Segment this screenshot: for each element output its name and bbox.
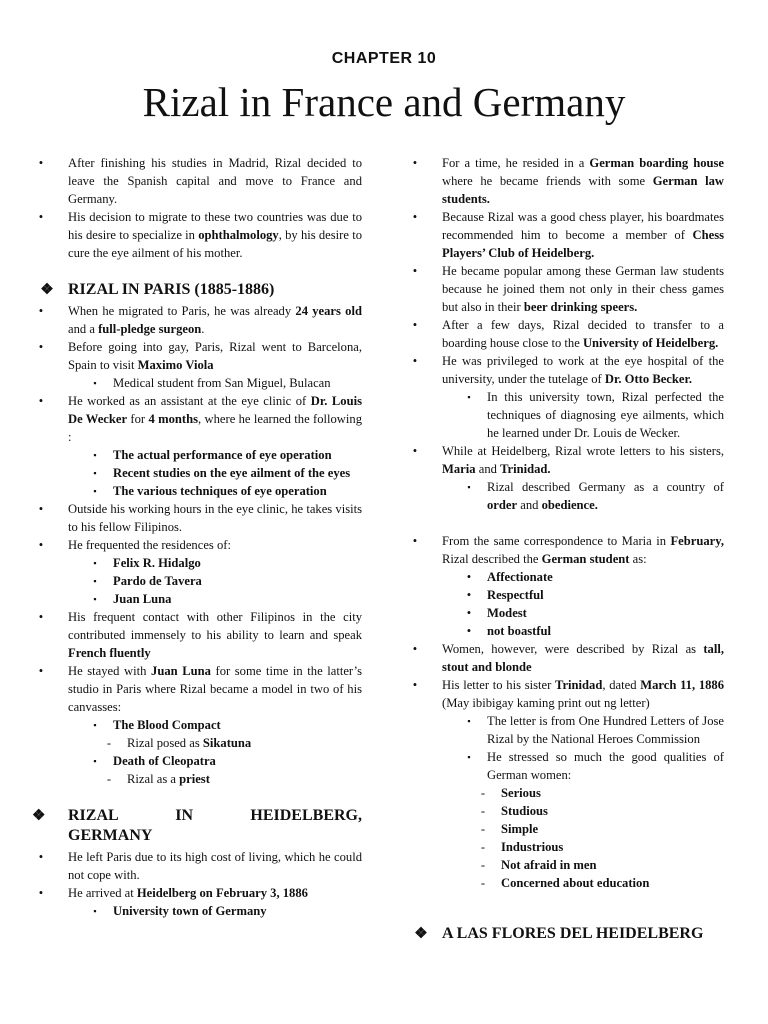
- diamond-bullet-icon: ❖: [32, 808, 46, 824]
- item-text: He became popular among these German law students because he joined them not only in their chess games but also in their: [442, 264, 724, 314]
- sub-list-item: [406, 748, 724, 784]
- bold-text: Juan Luna: [113, 592, 172, 606]
- sub-list-item: [32, 446, 362, 464]
- item-text: After a few days, Rizal decided to transfer to a boarding house close to the: [442, 318, 724, 350]
- dash-list-item: [406, 856, 724, 874]
- item-text: Rizal as a: [127, 772, 180, 786]
- bold-text: University town of Germany: [113, 904, 267, 918]
- bold-text: University of Heidelberg.: [582, 336, 719, 350]
- square-bullet-icon: ▪: [467, 752, 471, 762]
- sub-list-item: [406, 388, 724, 442]
- bold-text: 4 months: [148, 412, 199, 426]
- bold-text: Simple: [501, 822, 539, 836]
- bold-text: Sikatuna: [202, 736, 252, 750]
- item-text: His frequent contact with other Filipinos in the city contributed immensely to his ability to learn and speak: [68, 610, 362, 642]
- bold-text: German boarding house: [589, 156, 725, 170]
- dash-icon: -: [106, 772, 112, 786]
- bold-text: Heidelberg on February 3, 1886: [136, 886, 308, 900]
- bold-text: Trinidad.: [500, 462, 551, 476]
- bullet-icon: •: [412, 444, 418, 458]
- sub-list-item: [32, 374, 362, 392]
- bold-text: 24 years old: [295, 304, 362, 318]
- list-item: [32, 392, 362, 446]
- right-column: [406, 154, 724, 946]
- list-item: [32, 154, 362, 208]
- list-item: [406, 208, 724, 262]
- dash-icon: -: [480, 786, 486, 800]
- sub-list-item: [406, 712, 724, 748]
- list-item: [32, 848, 362, 884]
- sub-list-item: [32, 590, 362, 608]
- bold-text: Dr. Otto Becker.: [604, 372, 693, 386]
- section-heading-text: GERMANY: [68, 827, 153, 844]
- bold-text: Pardo de Tavera: [113, 574, 202, 588]
- dash-list-item: [32, 770, 362, 788]
- bold-text: Recent studies on the eye ailment of the eyes: [113, 466, 351, 480]
- bold-text: Death of Cleopatra: [113, 754, 216, 768]
- sub-list-item: [406, 622, 724, 640]
- list-item: [32, 338, 362, 374]
- section-heading-heidelberg: [32, 806, 362, 846]
- item-text: Rizal described the: [442, 552, 542, 566]
- bullet-icon: •: [38, 156, 44, 170]
- bullet-icon: •: [38, 502, 44, 516]
- bold-text: tall, stout and blonde: [442, 642, 724, 674]
- sub-list-item: [406, 604, 724, 622]
- sub-list-item: [32, 572, 362, 590]
- list-item: [32, 884, 362, 902]
- list-item: [406, 352, 724, 388]
- bullet-icon: •: [412, 534, 418, 548]
- item-text: as:: [629, 552, 647, 566]
- dash-icon: -: [480, 804, 486, 818]
- bold-text: Maximo Viola: [137, 358, 214, 372]
- dash-list-item: [406, 784, 724, 802]
- item-text: He left Paris due to its high cost of living, which he could not cope with.: [68, 850, 362, 882]
- bullet-icon: •: [38, 210, 44, 224]
- item-text: .: [201, 322, 205, 336]
- item-text: He was privileged to work at the eye hospital of the university, under the tutelage of: [442, 354, 724, 386]
- bold-text: Felix R. Hidalgo: [113, 556, 201, 570]
- bullet-icon: •: [466, 606, 472, 620]
- item-text: and a: [68, 322, 99, 336]
- dash-icon: -: [480, 822, 486, 836]
- square-bullet-icon: ▪: [93, 450, 97, 460]
- bold-text: Maria: [442, 462, 476, 476]
- chapter-label: CHAPTER 10: [331, 50, 437, 67]
- bold-text: March 11, 1886: [640, 678, 725, 692]
- bold-text: full-pledge surgeon: [98, 322, 202, 336]
- bullet-icon: •: [412, 678, 418, 692]
- item-text: where he became friends with some: [442, 174, 653, 188]
- sub-list-item: [406, 586, 724, 604]
- item-text: His letter to his sister: [442, 678, 555, 692]
- list-item: [406, 532, 724, 568]
- section-heading-text: RIZAL IN PARIS (1885-1886): [68, 281, 275, 298]
- sub-list-item: [406, 568, 724, 586]
- item-text: , where he learned the following :: [68, 412, 362, 444]
- dash-icon: -: [106, 736, 112, 750]
- dash-icon: -: [480, 876, 486, 890]
- list-item: [406, 316, 724, 352]
- bold-text: German student: [541, 552, 630, 566]
- dash-list-item: [406, 820, 724, 838]
- item-text: for some time in the latter’s studio in Paris where Rizal became a model in two of his canvasses:: [68, 664, 362, 714]
- bullet-icon: •: [38, 664, 44, 678]
- list-item: [406, 676, 724, 712]
- square-bullet-icon: ▪: [93, 720, 97, 730]
- list-item: [32, 302, 362, 338]
- bold-text: Studious: [501, 804, 548, 818]
- bullet-icon: •: [412, 642, 418, 656]
- bold-text: Juan Luna: [151, 664, 211, 678]
- bullet-icon: •: [38, 340, 44, 354]
- item-text: The letter is from One Hundred Letters of Jose Rizal by the National Heroes Commission: [487, 714, 724, 746]
- section-heading-flores: [406, 924, 724, 944]
- dash-list-item: [32, 734, 362, 752]
- bold-text: Serious: [501, 786, 541, 800]
- item-text: for: [127, 412, 149, 426]
- item-text: Rizal posed as: [127, 736, 203, 750]
- item-text: After finishing his studies in Madrid, Rizal decided to leave the Spanish capital and move to France and Germany.: [68, 156, 362, 206]
- bullet-icon: •: [466, 588, 472, 602]
- sub-list-item: [406, 478, 724, 514]
- list-item: [406, 262, 724, 316]
- sub-list-item: [32, 464, 362, 482]
- list-item: [32, 208, 362, 262]
- item-text: He worked as an assistant at the eye clinic of: [68, 394, 311, 408]
- square-bullet-icon: ▪: [93, 576, 97, 586]
- bold-text: Respectful: [487, 588, 544, 602]
- sub-list-item: [32, 716, 362, 734]
- sub-list-item: [32, 902, 362, 920]
- item-text: , by his desire to cure the eye ailment of his mother.: [68, 228, 362, 260]
- square-bullet-icon: ▪: [93, 486, 97, 496]
- bold-text: German law students.: [442, 174, 724, 206]
- page-title: Rizal in France and Germany: [142, 79, 626, 125]
- item-text: , dated: [602, 678, 641, 692]
- bold-text: beer drinking speers.: [523, 300, 638, 314]
- bullet-icon: •: [412, 210, 418, 224]
- bold-text: priest: [179, 772, 210, 786]
- square-bullet-icon: ▪: [467, 716, 471, 726]
- list-item: [406, 154, 724, 208]
- square-bullet-icon: ▪: [93, 756, 97, 766]
- item-text: For a time, he resided in a: [442, 156, 590, 170]
- bold-text: Modest: [487, 606, 527, 620]
- bold-text: Not afraid in men: [501, 858, 597, 872]
- item-text: Before going into gay, Paris, Rizal went to Barcelona, Spain to visit: [68, 340, 362, 372]
- section-heading-paris: [32, 280, 362, 300]
- sub-list-item: [32, 554, 362, 572]
- bullet-icon: •: [466, 624, 472, 638]
- bullet-icon: •: [466, 570, 472, 584]
- item-text: In this university town, Rizal perfected the techniques of diagnosing eye ailments, which he learned under Dr. Louis de Wecker.: [487, 390, 724, 440]
- item-text: He stressed so much the good qualities of German women:: [487, 750, 724, 782]
- list-item: [406, 640, 724, 676]
- bold-text: Dr. Louis De Wecker: [68, 394, 362, 426]
- bold-text: obedience.: [541, 498, 598, 512]
- square-bullet-icon: ▪: [93, 906, 97, 916]
- list-item: [32, 500, 362, 536]
- bullet-icon: •: [38, 394, 44, 408]
- bullet-icon: •: [412, 264, 418, 278]
- bullet-icon: •: [38, 886, 44, 900]
- bullet-icon: •: [412, 354, 418, 368]
- bold-text: Concerned about education: [501, 876, 650, 890]
- item-text: Women, however, were described by Rizal as: [442, 642, 704, 656]
- item-text: When he migrated to Paris, he was already: [68, 304, 296, 318]
- bullet-icon: •: [412, 318, 418, 332]
- item-text: While at Heidelberg, Rizal wrote letters to his sisters,: [442, 444, 724, 458]
- item-text: Because Rizal was a good chess player, his boardmates recommended him to become a member of: [442, 210, 724, 242]
- bold-text: Industrious: [501, 840, 564, 854]
- square-bullet-icon: ▪: [467, 392, 471, 402]
- bold-text: French fluently: [68, 646, 151, 660]
- dash-list-item: [406, 838, 724, 856]
- sub-list-item: [32, 482, 362, 500]
- bold-text: The Blood Compact: [113, 718, 221, 732]
- section-heading-text: RIZAL IN HEIDELBERG,: [68, 807, 362, 824]
- bullet-icon: •: [412, 156, 418, 170]
- item-text: Rizal described Germany as a country of: [487, 480, 724, 494]
- list-item: [32, 608, 362, 662]
- bullet-icon: •: [38, 304, 44, 318]
- bold-text: order: [487, 498, 518, 512]
- bullet-icon: •: [38, 538, 44, 552]
- bold-text: ophthalmology: [198, 228, 279, 242]
- item-text: He arrived at: [68, 886, 137, 900]
- left-column: [32, 154, 362, 920]
- dash-list-item: [406, 874, 724, 892]
- item-text: (May ibibigay kaming print out ng letter): [442, 696, 650, 710]
- section-heading-text: A LAS FLORES DEL HEIDELBERG: [442, 925, 704, 942]
- bold-text: Chess Players’ Club of Heidelberg.: [442, 228, 724, 260]
- sub-list-item: [32, 752, 362, 770]
- bullet-icon: •: [38, 850, 44, 864]
- bold-text: Trinidad: [555, 678, 603, 692]
- list-item: [406, 442, 724, 478]
- dash-icon: -: [480, 840, 486, 854]
- item-text: and: [475, 462, 501, 476]
- dash-icon: -: [480, 858, 486, 872]
- diamond-bullet-icon: ❖: [40, 282, 54, 298]
- bold-text: Affectionate: [487, 570, 553, 584]
- item-text: He frequented the residences of:: [68, 538, 231, 552]
- bold-text: not boastful: [487, 624, 552, 638]
- item-text: and: [517, 498, 542, 512]
- item-text: Outside his working hours in the eye clinic, he takes visits to his fellow Filipinos.: [68, 502, 362, 534]
- square-bullet-icon: ▪: [467, 482, 471, 492]
- item-text: From the same correspondence to Maria in: [442, 534, 671, 548]
- bold-text: February,: [670, 534, 724, 548]
- item-text: He stayed with: [68, 664, 152, 678]
- square-bullet-icon: ▪: [93, 594, 97, 604]
- diamond-bullet-icon: ❖: [414, 926, 428, 942]
- item-text: Medical student from San Miguel, Bulacan: [113, 376, 331, 390]
- item-text: His decision to migrate to these two countries was due to his desire to specialize in: [68, 210, 362, 242]
- square-bullet-icon: ▪: [93, 378, 97, 388]
- square-bullet-icon: ▪: [93, 558, 97, 568]
- bullet-icon: •: [38, 610, 44, 624]
- square-bullet-icon: ▪: [93, 468, 97, 478]
- list-item: [32, 662, 362, 716]
- list-item: [32, 536, 362, 554]
- bold-text: The actual performance of eye operation: [113, 448, 332, 462]
- dash-list-item: [406, 802, 724, 820]
- bold-text: The various techniques of eye operation: [113, 484, 327, 498]
